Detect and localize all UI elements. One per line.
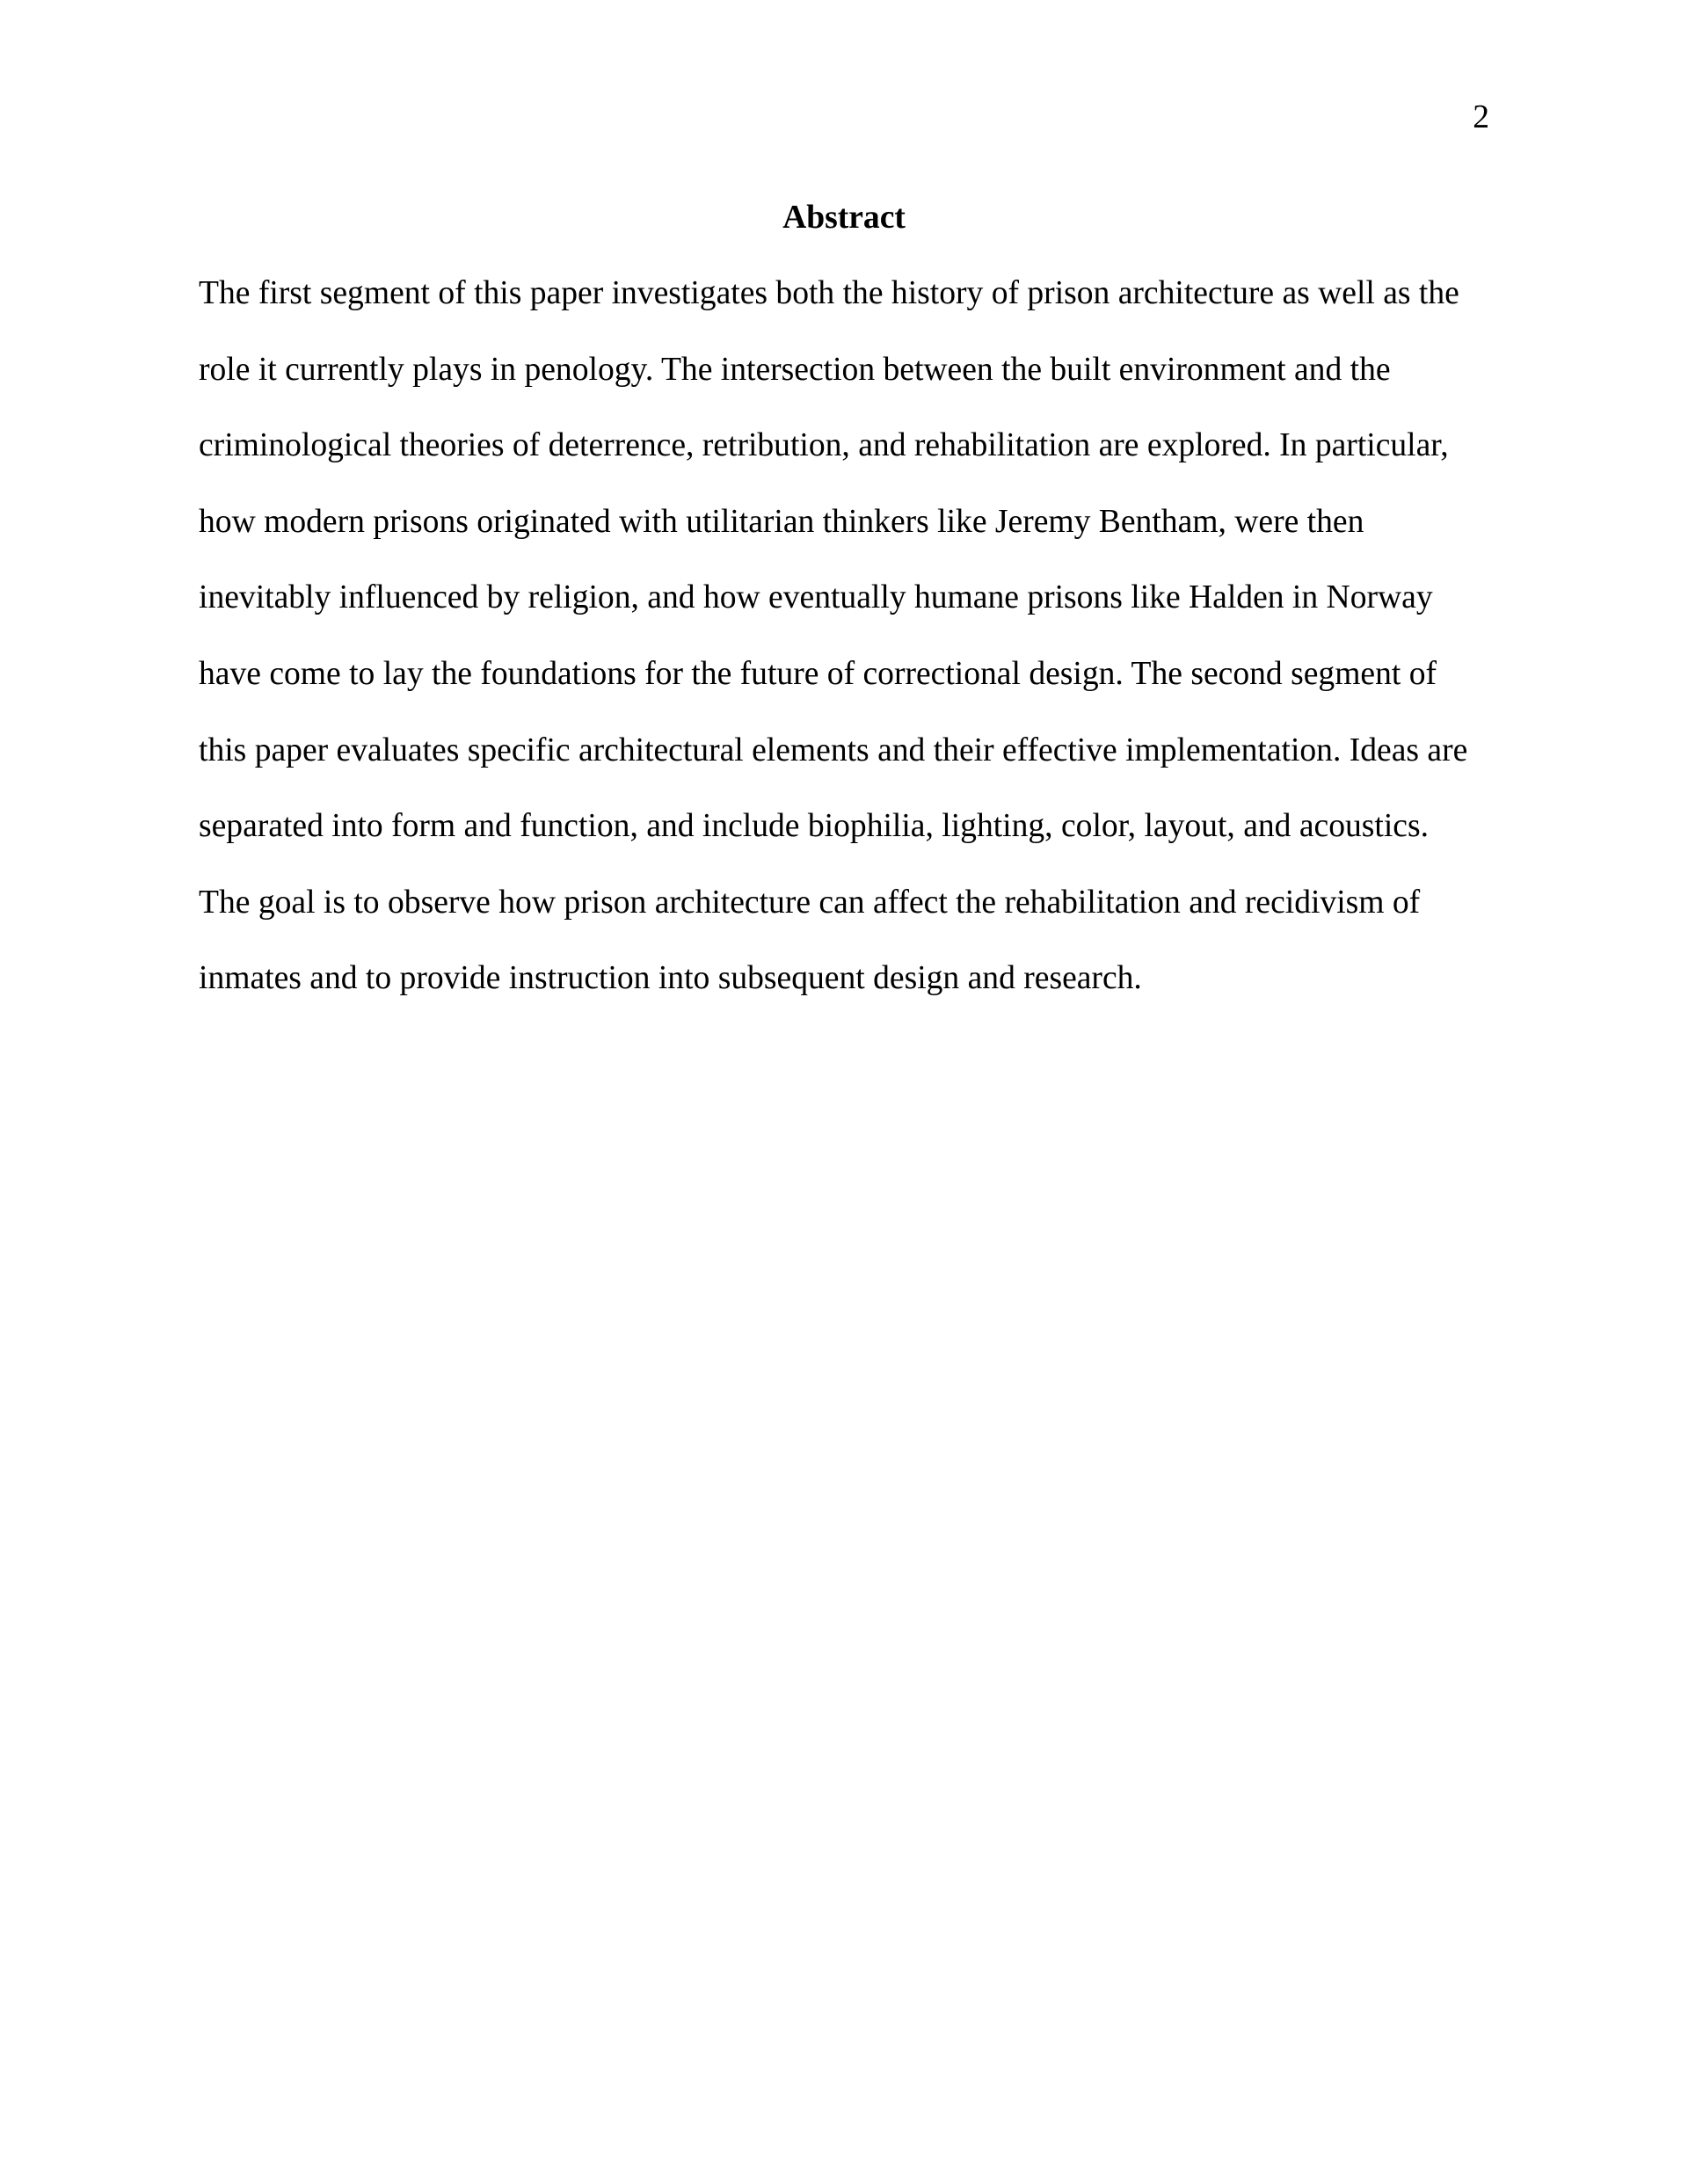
page-number: 2 — [1473, 99, 1489, 135]
abstract-line: criminological theories of deterrence, retribution, and rehabilitation are explored. In particular, — [199, 427, 1449, 463]
abstract-line: separated into form and function, and include biophilia, lighting, color, layout, and acoustics. — [199, 808, 1429, 844]
abstract-line: this paper evaluates specific architectural elements and their effective implementation. Ideas are — [199, 732, 1468, 768]
abstract-line: The first segment of this paper investigates both the history of prison architecture as well as the — [199, 275, 1459, 311]
abstract-line: inevitably influenced by religion, and how eventually humane prisons like Halden in Norway — [199, 579, 1433, 615]
abstract-line: inmates and to provide instruction into subsequent design and research. — [199, 960, 1142, 996]
abstract-line: role it currently plays in penology. The intersection between the built environment and the — [199, 352, 1391, 388]
abstract-line: The goal is to observe how prison architecture can affect the rehabilitation and recidivism of — [199, 885, 1421, 921]
abstract-heading: Abstract — [782, 200, 906, 236]
abstract-line: have come to lay the foundations for the future of correctional design. The second segment of — [199, 656, 1437, 692]
abstract-line: how modern prisons originated with utilitarian thinkers like Jeremy Bentham, were then — [199, 504, 1364, 540]
